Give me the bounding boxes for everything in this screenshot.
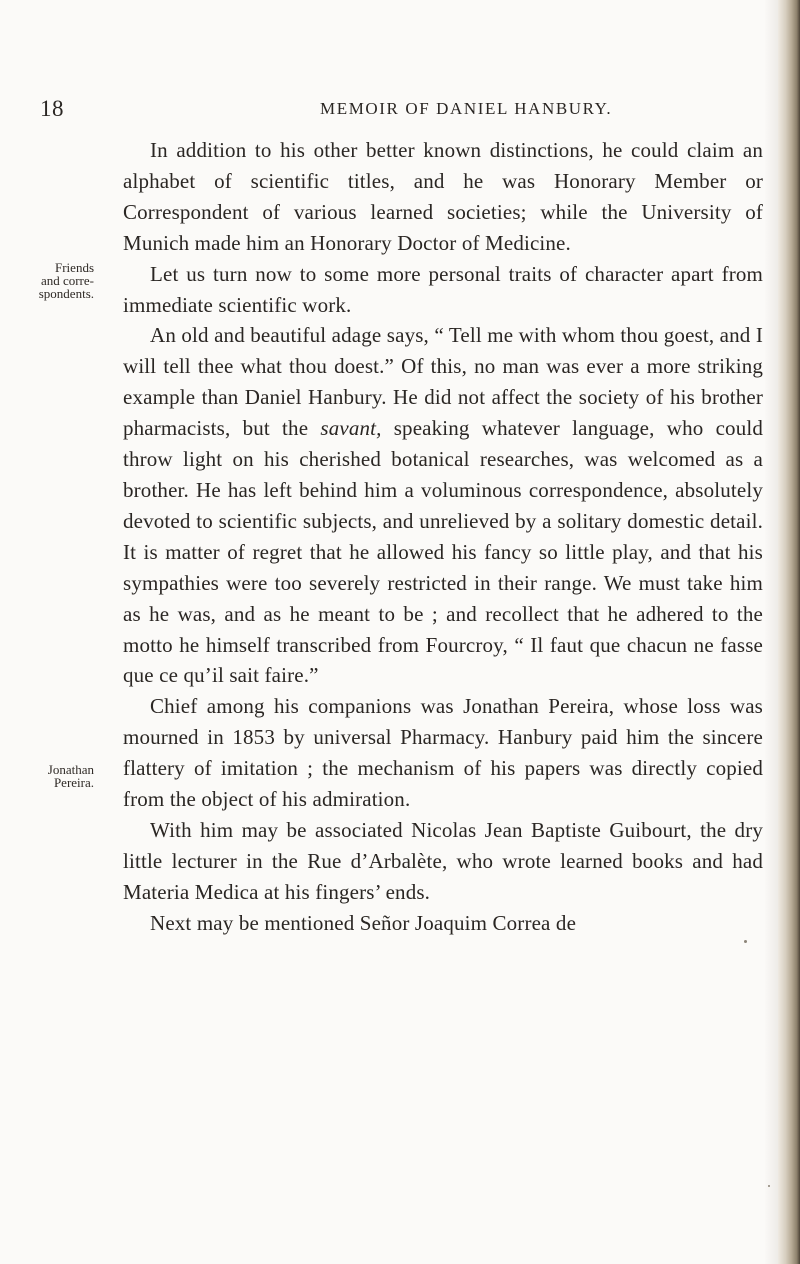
margin-note-line: Friends [55,260,94,275]
margin-note-line: Jonathan [47,762,94,777]
gutter-shadow [764,0,778,1264]
paragraph-friends [123,320,763,691]
paper-speck [744,940,747,943]
margin-note-friends [24,261,94,300]
paragraph-guibourt: With him may be associated Nicolas Jean Baptiste Guibourt, the dry little lecturer in the Rue d’Arbalète, who wrote learned books and had Materia Medica at his fingers’ ends. [123,817,763,904]
running-title: MEMOIR OF DANIEL HANBURY. [320,99,613,118]
body-text [123,135,763,939]
book-binding-edge [778,0,800,1264]
paragraph-text: speaking whatever language, who could throw light on his cherished botanical researches, was welcomed as a brother. He has left behind him a voluminous correspondence, absolutely devoted to scientific subjects, and unrelieved by a solitary domestic detail. It is matter of regret that he allowed his fancy so little play, and that his sympathies were too severely restricted in their range. We must take him as he was, and as he meant to be ; and recollect that he adhered to the motto he himself transcribed from Fourcroy, “ Il faut que chacun ne fasse que ce qu’il sait faire.” [123,416,763,688]
paper-speck [768,1185,770,1187]
margin-note-line: spondents. [38,286,94,301]
paragraph-text: An old and beautiful adage says, “ Tell me with whom thou goest, and I will tell thee what thou doest.” Of this, no man was ever a more striking example than Daniel Hanbury. He did not affect the society of his brother pharmacists, but the [123,323,763,441]
italic-word: savant, [320,416,382,441]
margin-note-line: and corre- [40,273,94,288]
paragraph-distinctions: In addition to his other better known distinctions, he could claim an alphabet of scientific titles, and he was Honorary Member or Correspondent of various learned societies; while the University of Munich made him an Honorary Doctor of Medicine. [123,138,763,255]
paragraph-correa: Next may be mentioned Señor Joaquim Correa de [150,910,577,935]
paragraph-pereira: Chief among his companions was Jonathan Pereira, whose loss was mourned in 1853 by universal Pharmacy. Hanbury paid him the sincere flattery of imitation ; the mechanism of his papers was directly copied from the object of his admiration. [123,694,763,812]
running-head [40,96,760,126]
margin-note-pereira [24,763,94,789]
page-number: 18 [40,96,64,121]
margin-note-line: Pereira. [53,775,94,790]
paragraph-personal-traits: Let us turn now to some more personal traits of character apart from immediate scientific work. [123,261,763,317]
